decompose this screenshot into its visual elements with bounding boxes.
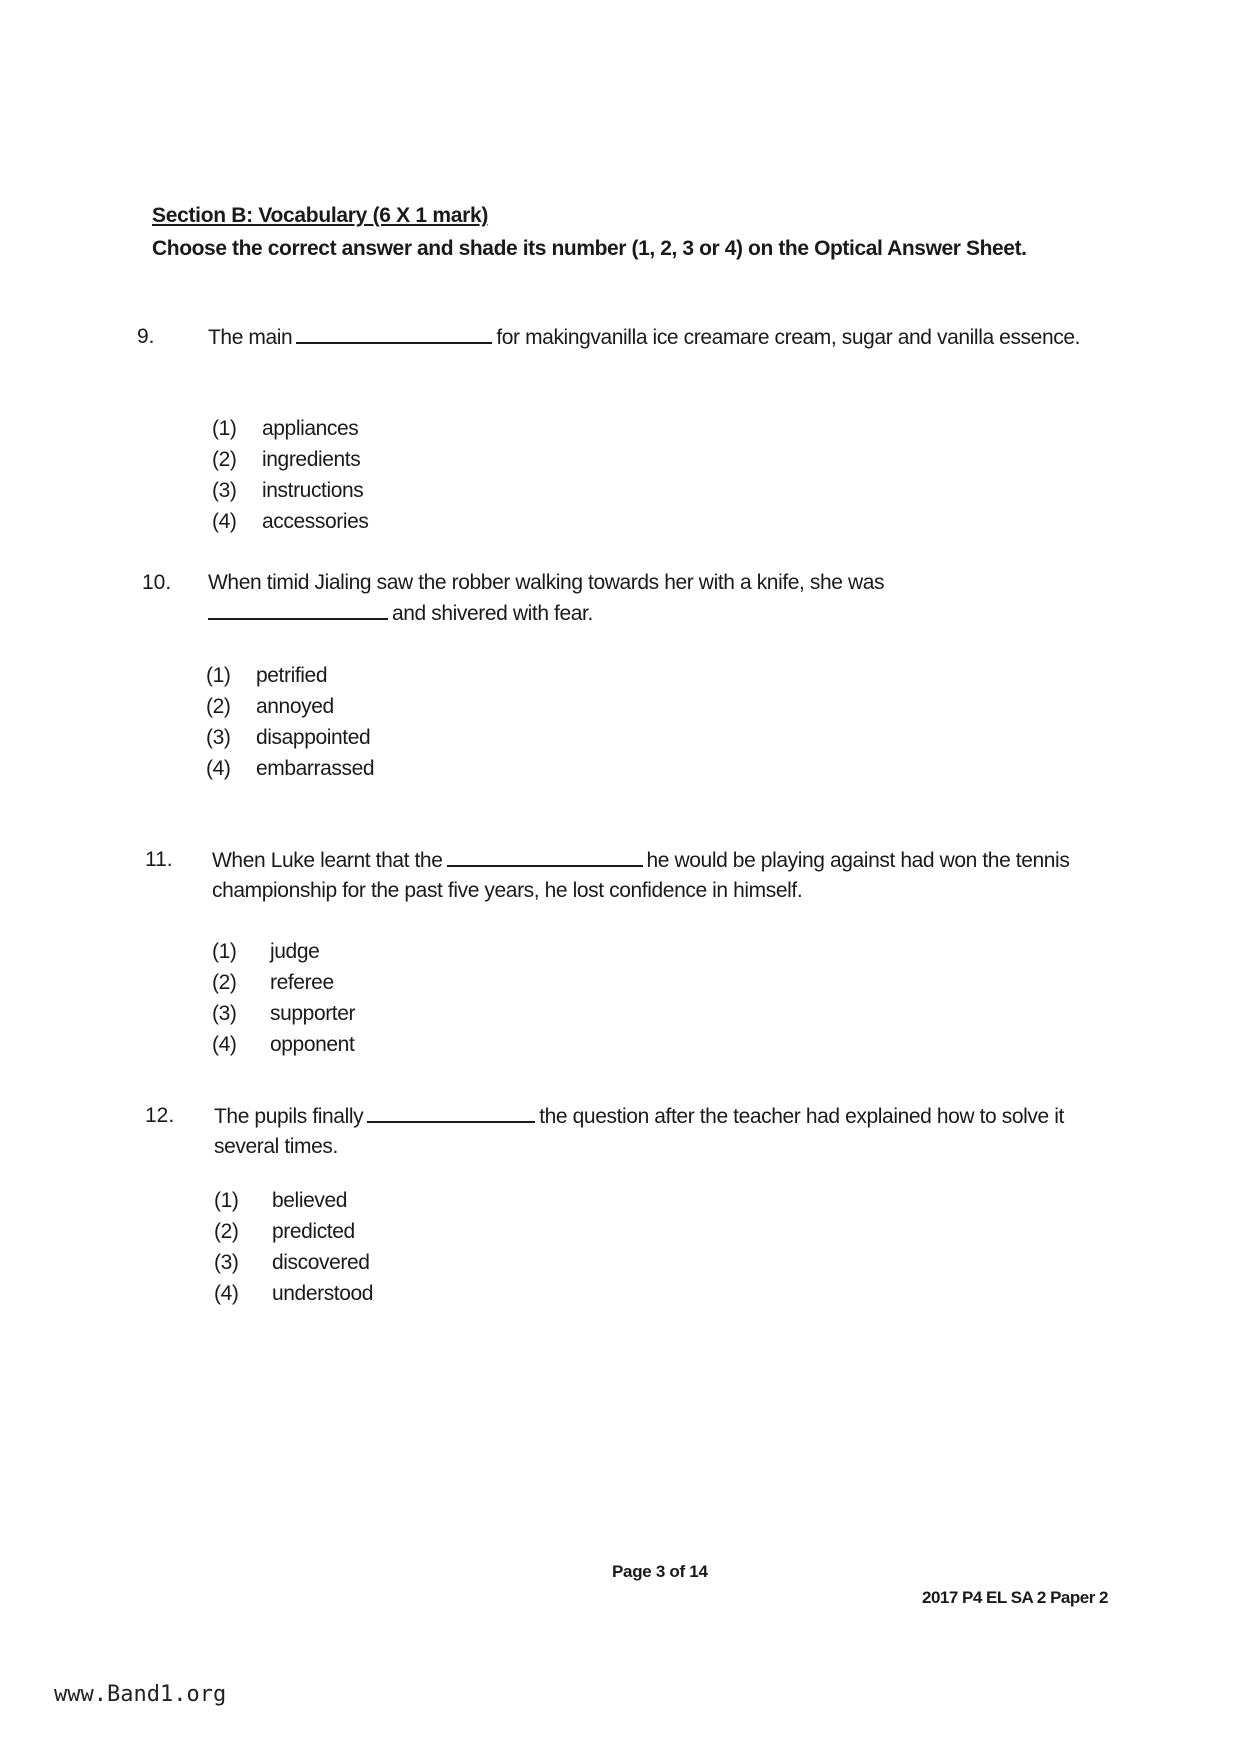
question-10-text-after: and shivered with fear. [392, 602, 593, 625]
option-number: (1) [212, 417, 237, 440]
question-12-text-before: The pupils finally [214, 1105, 364, 1128]
section-instruction: Choose the correct answer and shade its number (1, 2, 3 or 4) on the Optical Answer Sheet. [152, 237, 1027, 260]
option[interactable] [206, 660, 374, 691]
option-text: ingredients [262, 448, 361, 471]
question-12-blank [367, 1101, 535, 1123]
option-text: judge [270, 940, 320, 963]
question-11-text [212, 845, 1112, 906]
option-number: (2) [212, 971, 237, 994]
option[interactable] [206, 722, 374, 753]
option-text: believed [272, 1189, 348, 1212]
section-title: Section B: Vocabulary (6 X 1 mark) [152, 204, 489, 227]
question-11-blank [447, 845, 643, 867]
option-text: appliances [262, 417, 359, 440]
question-10-line-2 [208, 598, 1108, 629]
question-12-text-after: the question after the teacher had explained how to solve it several times. [214, 1105, 1064, 1158]
option[interactable] [214, 1216, 373, 1247]
option[interactable] [212, 936, 355, 967]
option[interactable] [214, 1185, 373, 1216]
question-9-blank [296, 322, 492, 344]
option[interactable] [214, 1278, 373, 1309]
option-number: (3) [206, 726, 231, 749]
option-number: (4) [212, 1033, 237, 1056]
option[interactable] [212, 998, 355, 1029]
question-11-options [212, 936, 355, 1060]
option-text: referee [270, 971, 334, 994]
option-number: (2) [206, 695, 231, 718]
option[interactable] [214, 1247, 373, 1278]
option-number: (3) [212, 479, 237, 502]
option[interactable] [206, 753, 374, 784]
option-text: predicted [272, 1220, 355, 1243]
option-text: annoyed [256, 695, 334, 718]
question-9-text-after: for makingvanilla ice creamare cream, sugar and vanilla essence. [496, 326, 1081, 349]
option-text: instructions [262, 479, 364, 502]
question-12-text [214, 1101, 1114, 1162]
option-number: (4) [212, 510, 237, 533]
option-number: (4) [206, 757, 231, 780]
question-11-text-before: When Luke learnt that the [212, 849, 443, 872]
option-number: (3) [214, 1251, 239, 1274]
option-number: (2) [212, 448, 237, 471]
option[interactable] [212, 967, 355, 998]
option[interactable] [212, 444, 368, 475]
option-number: (1) [214, 1189, 239, 1212]
option-text: disappointed [256, 726, 371, 749]
option[interactable] [206, 691, 374, 722]
option-text: embarrassed [256, 757, 375, 780]
question-9-number: 9. [137, 325, 155, 348]
page-number: Page 3 of 14 [612, 1562, 708, 1581]
option[interactable] [212, 475, 368, 506]
option-number: (4) [214, 1282, 239, 1305]
option[interactable] [212, 413, 368, 444]
question-12-options [214, 1185, 373, 1309]
question-10-number: 10. [142, 571, 172, 594]
question-10-text [208, 568, 1108, 629]
question-12-number: 12. [145, 1104, 175, 1127]
option[interactable] [212, 506, 368, 537]
option-text: understood [272, 1282, 374, 1305]
option-text: opponent [270, 1033, 355, 1056]
option-number: (2) [214, 1220, 239, 1243]
question-10-line-1: When timid Jialing saw the robber walking towards her with a knife, she was [208, 571, 885, 594]
question-9-text [208, 322, 1088, 353]
option-number: (1) [206, 664, 231, 687]
option[interactable] [212, 1029, 355, 1060]
option-text: discovered [272, 1251, 370, 1274]
option-number: (1) [212, 940, 237, 963]
paper-code: 2017 P4 EL SA 2 Paper 2 [922, 1588, 1109, 1607]
question-11-number: 11. [145, 848, 173, 871]
question-11-text-after: he would be playing against had won the tennis championship for the past five years, he lost confidence in himself. [212, 849, 1070, 902]
question-9-options [212, 413, 368, 537]
watermark: www.Band1.org [54, 1682, 227, 1707]
question-10-options [206, 660, 374, 784]
question-9-text-before: The main [208, 326, 293, 349]
option-text: accessories [262, 510, 369, 533]
option-number: (3) [212, 1002, 237, 1025]
question-10-blank [208, 598, 388, 620]
option-text: supporter [270, 1002, 356, 1025]
option-text: petrified [256, 664, 328, 687]
